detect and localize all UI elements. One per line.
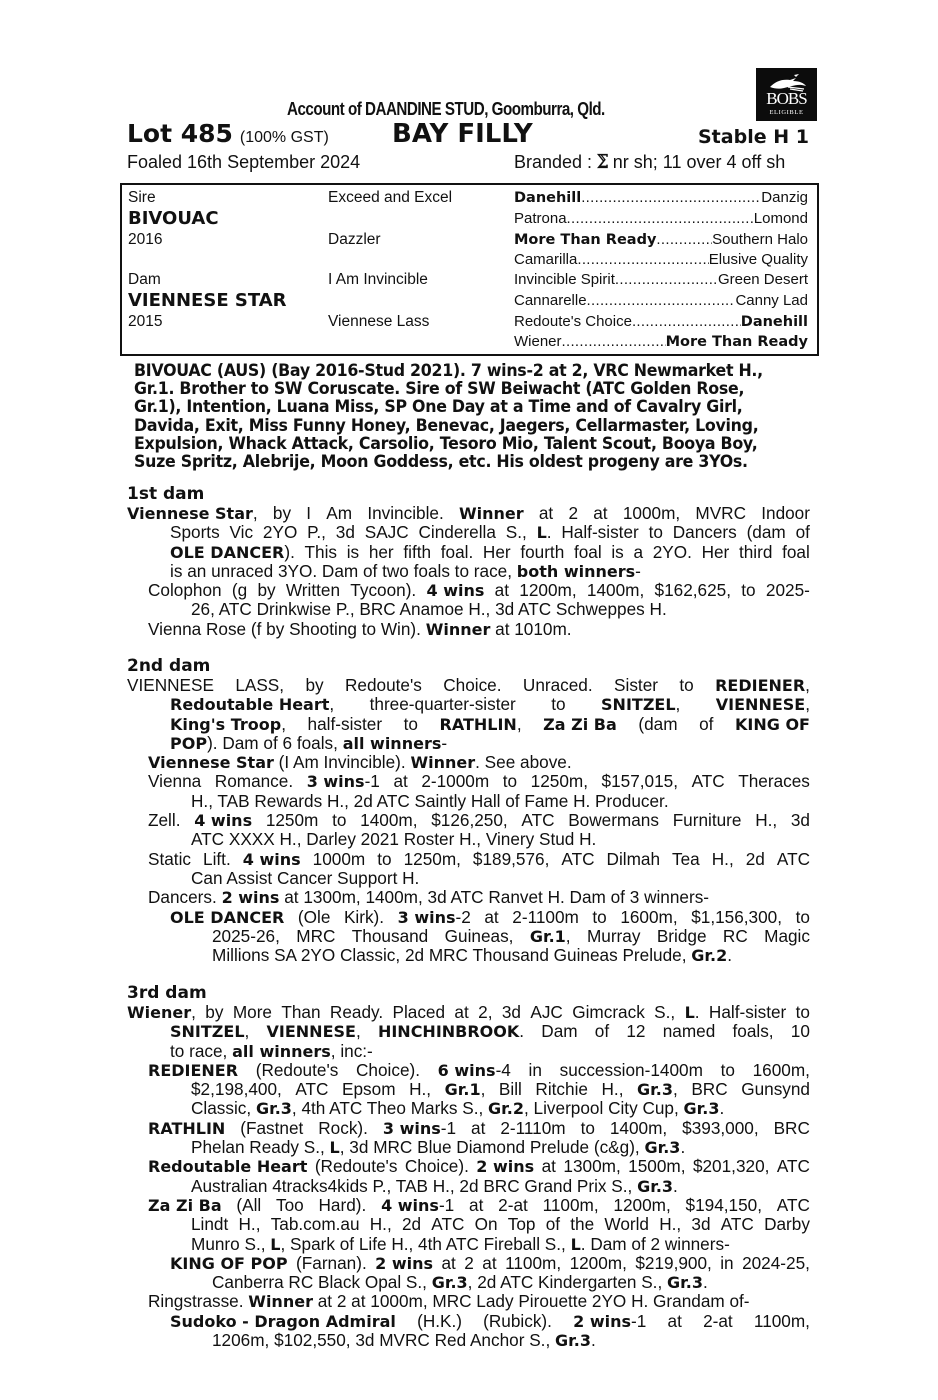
text-line <box>127 1196 810 1215</box>
bold-name: POP <box>170 733 208 753</box>
dam-name: VIENNESE STAR <box>128 290 287 311</box>
bobs-eligible-logo <box>756 68 817 121</box>
sire-summary-line: Gr.1. Brother to SW Coruscate. Sire of SW Beiwacht (ATC Golden Rose, <box>134 379 745 400</box>
sire-summary-line: BIVOUAC (AUS) (Bay 2016-Stud 2021). 7 wins-2 at 2, VRC Newmarket H., <box>134 361 763 381</box>
text-line <box>127 1061 810 1080</box>
grandparent-row <box>514 188 808 208</box>
bold-name: Wiener <box>127 1003 192 1022</box>
bold-name: Gr.3 <box>683 1099 720 1119</box>
bold-name: Sudoko - Dragon Admiral <box>170 1311 396 1331</box>
vendor-account: Account of DAANDINE STUD, Goomburra, Qld. <box>287 98 605 119</box>
bold-name: 4 wins <box>426 581 485 601</box>
line-text: Sports Vic 2YO P., 3d SAJC Cinderella S., L. Half-sister to Dancers (dam of <box>170 522 810 543</box>
text-line <box>127 504 810 523</box>
leader-dots <box>656 230 712 250</box>
text-line <box>127 772 810 791</box>
sire-name: BIVOUAC <box>128 208 219 229</box>
line-text: Ringstrasse. Winner at 2 at 1000m, MRC Lady Pirouette 2YO H. Grandam of- <box>148 1291 750 1312</box>
pedigree-table <box>120 183 819 356</box>
text-line <box>127 792 810 811</box>
branded-prefix: Branded : <box>514 152 598 172</box>
sire-summary-line: Davida, Exit, Miss Funny Honey, Benevac, Jaegers, Cellarmaster, Loving, <box>134 415 759 436</box>
line-text: Can Assist Cancer Support H. <box>191 867 420 888</box>
grandparent-name: Danehill <box>514 190 582 206</box>
leader-dots <box>587 291 736 311</box>
line-text: RATHLIN (Fastnet Rock). 3 wins-1 at 2-1110m to 1400m, $393,000, BRC <box>148 1117 810 1138</box>
grandparent-name: Redoute's Choice <box>514 313 632 330</box>
bold-name: Gr.1 <box>529 926 566 946</box>
line-text: SNITZEL, VIENNESE, HINCHINBROOK. Dam of 12 named foals, 10 <box>170 1021 810 1042</box>
line-text: Australian 4tracks4kids P., TAB H., 2d BRC Grand Prix S., Gr.3. <box>191 1175 678 1196</box>
bold-name: REDIENER <box>148 1060 239 1080</box>
bold-name: Viennese Star <box>148 753 274 773</box>
logo-text: BOBS <box>766 89 807 108</box>
dam-sire: I Am Invincible <box>328 271 428 288</box>
text-line <box>127 543 810 562</box>
logo-subtext: ELIGIBLE <box>769 109 804 116</box>
bold-name: HINCHINBROOK <box>377 1022 520 1042</box>
grandparent-row <box>514 230 808 250</box>
great-grandsire-name: Southern Halo <box>712 231 808 248</box>
text-line <box>127 850 810 869</box>
section-body <box>127 676 810 965</box>
dam-label: Dam <box>128 271 161 288</box>
bold-name: Redoutable Heart <box>170 695 330 715</box>
leader-dots <box>562 332 666 352</box>
line-text: Colophon (g by Written Tycoon). 4 wins at 1200m, 1400m, $162,625, to 2025- <box>148 580 810 601</box>
line-text: King's Troop, half-sister to RATHLIN, Za Zi Ba (dam of KING OF <box>170 713 810 734</box>
gst-note: (100% GST) <box>239 129 329 146</box>
grandparent-name: Patrona <box>514 210 567 227</box>
branded-suffix: nr sh; 11 over 4 off sh <box>607 152 786 172</box>
line-text: $2,198,400, ATC Epsom H., Gr.1, Bill Ritchie H., Gr.3, BRC Gunsynd <box>191 1079 810 1100</box>
bold-name: L <box>536 523 547 543</box>
sire-label: Sire <box>128 189 156 206</box>
text-line <box>127 715 810 734</box>
bold-name: Gr.3 <box>555 1331 591 1351</box>
sire-sire: Exceed and Excel <box>328 189 453 206</box>
line-text: KING OF POP (Farnan). 2 wins at 2 at 1100m, 1200m, $219,900, in 2024-25, <box>170 1252 810 1273</box>
line-text: Vienna Rose (f by Shooting to Win). Winner at 1010m. <box>148 618 572 639</box>
text-line <box>127 946 810 965</box>
line-text: Zell. 4 wins 1250m to 1400m, $126,250, ATC Bowermans Furniture H., 3d <box>148 810 810 831</box>
bold-name: RATHLIN <box>439 714 517 734</box>
leader-dots <box>581 188 761 208</box>
stable-location: Stable H 1 <box>698 126 809 148</box>
dam-dam: Viennese Lass <box>328 313 430 330</box>
text-line <box>127 1119 810 1138</box>
bold-name: Gr.3 <box>255 1099 292 1119</box>
text-line <box>127 581 810 600</box>
bold-name: 2 wins <box>476 1157 535 1177</box>
bold-name: RATHLIN <box>148 1118 226 1138</box>
great-grandsire-name: Canny Lad <box>735 292 808 309</box>
text-line <box>127 1022 810 1041</box>
great-grandsire-name: Green Desert <box>717 271 808 288</box>
text-line <box>127 1292 810 1311</box>
line-text: Classic, Gr.3, 4th ATC Theo Marks S., Gr.2, Liverpool City Cup, Gr.3. <box>191 1098 725 1119</box>
bold-name: KING OF POP <box>170 1253 288 1273</box>
bold-name: 2 wins <box>573 1311 632 1331</box>
line-text: to race, all winners, inc:- <box>170 1040 373 1061</box>
line-text: Phelan Ready S., L, 3d MRC Blue Diamond Prelude (c&g), Gr.3. <box>191 1137 686 1158</box>
section-heading: 1st dam <box>127 484 205 504</box>
text-line <box>127 1138 810 1157</box>
great-grandsire-name: Elusive Quality <box>708 251 808 268</box>
text-line <box>127 1254 810 1273</box>
bold-name: both winners <box>516 561 636 581</box>
text-line <box>127 753 810 772</box>
bold-name: SNITZEL <box>170 1022 245 1042</box>
bold-name: SNITZEL <box>601 695 676 715</box>
line-text: H., TAB Rewards H., 2d ATC Saintly Hall of Fame H. Producer. <box>191 790 669 811</box>
text-line <box>127 1331 810 1350</box>
bold-name: 2 wins <box>221 888 280 908</box>
line-text: is an unraced 3YO. Dam of two foals to race, both winners- <box>170 560 641 581</box>
bold-name: Winner <box>248 1292 313 1312</box>
text-line <box>127 1235 810 1254</box>
line-text: Millions SA 2YO Classic, 2d MRC Thousand Guineas Prelude, Gr.2. <box>212 945 732 966</box>
lot-title: BAY FILLY <box>392 119 533 149</box>
bold-name: REDIENER <box>715 676 806 695</box>
bold-name: L <box>270 1234 281 1254</box>
bold-name: Gr.3 <box>431 1273 468 1293</box>
bold-name: 3 wins <box>306 772 365 792</box>
text-line <box>127 1099 810 1118</box>
second-dam-section <box>127 656 810 965</box>
bold-name: 6 wins <box>437 1060 496 1080</box>
text-line <box>127 869 810 888</box>
bold-name: Gr.2 <box>488 1099 524 1119</box>
line-text: OLE DANCER (Ole Kirk). 3 wins-2 at 2-1100m to 1600m, $1,156,300, to <box>170 906 810 927</box>
third-dam-section <box>127 983 810 1350</box>
line-text: Canberra RC Black Opal S., Gr.3, 2d ATC Kindergarten S., Gr.3. <box>212 1272 708 1293</box>
bold-name: 3 wins <box>382 1118 441 1138</box>
line-text: VIENNESE LASS, by Redoute's Choice. Unraced. Sister to REDIENER, <box>127 675 810 695</box>
bold-name: OLE DANCER <box>170 542 285 562</box>
leader-dots <box>567 209 754 229</box>
bold-name: King's Troop <box>170 714 282 734</box>
bold-name: KING OF <box>735 714 810 734</box>
line-text: 1206m, $102,550, 3d MVRC Red Anchor S., Gr.3. <box>212 1330 596 1351</box>
line-text: 26, ATC Drinkwise P., BRC Anamoe H., 3d ATC Schweppes H. <box>191 599 667 620</box>
grandparent-name: Cannarelle <box>514 292 587 309</box>
grandparent-name: Invincible Spirit <box>514 271 615 288</box>
bold-name: Za Zi Ba <box>148 1195 222 1215</box>
section-heading: 3rd dam <box>127 983 207 1003</box>
line-text: Munro S., L, Spark of Life H., 4th ATC Fireball S., L. Dam of 2 winners- <box>191 1233 730 1254</box>
bold-name: 4 wins <box>381 1195 439 1215</box>
bold-name: Viennese Star <box>127 504 253 523</box>
grandparent-name: Camarilla <box>514 251 578 268</box>
grandparent-name: More Than Ready <box>514 232 657 248</box>
text-line <box>127 1215 810 1234</box>
foaled-date: Foaled 16th September 2024 <box>127 152 361 172</box>
section-heading: 2nd dam <box>127 656 211 676</box>
text-line <box>127 676 810 695</box>
leader-dots <box>615 270 718 290</box>
text-line <box>127 1042 810 1061</box>
sire-summary-line: Suze Spritz, Alebrije, Moon Goddess, etc. His oldest progeny are 3YOs. <box>134 452 748 473</box>
line-text: Lindt H., Tab.com.au H., 2d ATC On Top of the World H., 3d ATC Darby <box>191 1214 810 1235</box>
great-grandsire-name: Danehill <box>740 314 808 330</box>
bold-name: all winners <box>342 733 442 753</box>
text-line <box>127 620 810 639</box>
line-text: REDIENER (Redoute's Choice). 6 wins-4 in succession-1400m to 1600m, <box>148 1059 810 1080</box>
great-grandsire-name: Lomond <box>753 210 808 227</box>
sire-summary <box>134 362 864 471</box>
bold-name: 2 wins <box>375 1253 434 1273</box>
text-line <box>127 1080 810 1099</box>
line-text: Dancers. 2 wins at 1300m, 1400m, 3d ATC Ranvet H. Dam of 3 winners- <box>148 887 710 908</box>
lot-number <box>127 119 329 149</box>
text-line <box>127 695 810 714</box>
bold-name: Gr.3 <box>644 1138 681 1158</box>
line-text: Static Lift. 4 wins 1000m to 1250m, $189,576, ATC Dilmah Tea H., 2d ATC <box>148 848 810 869</box>
bold-name: L <box>684 1003 695 1022</box>
bold-name: Winner <box>410 753 476 773</box>
text-line <box>127 600 810 619</box>
grandparent-name: Wiener <box>514 333 562 350</box>
sire-summary-line: Expulsion, Whack Attack, Carsolio, Tesoro Mio, Talent Scout, Booya Boy, <box>134 433 758 454</box>
sire-summary-line: Gr.1), Intention, Luana Miss, SP One Day at a Time and of Cavalry Girl, <box>134 397 743 418</box>
bold-name: Redoutable Heart <box>148 1157 308 1177</box>
line-text: Vienna Romance. 3 wins-1 at 2-1000m to 1250m, $157,015, ATC Theraces <box>148 771 810 792</box>
text-line <box>127 1003 810 1022</box>
bold-name: Gr.3 <box>637 1080 673 1100</box>
brand-description <box>514 152 785 173</box>
first-dam-section <box>127 484 810 639</box>
text-line <box>127 1312 810 1331</box>
bold-name: 3 wins <box>397 907 456 927</box>
grandparent-row <box>514 250 808 270</box>
section-body <box>127 504 810 639</box>
text-line <box>127 734 810 753</box>
lot-label: Lot 485 <box>127 119 233 148</box>
section-body <box>127 1003 810 1350</box>
brand-mark-icon: ⅀ <box>597 151 608 169</box>
bold-name: Gr.1 <box>444 1080 481 1100</box>
bold-name: Winner <box>425 619 491 639</box>
leader-dots <box>632 312 741 332</box>
bold-name: Winner <box>458 504 524 523</box>
grandparent-row <box>514 209 808 229</box>
line-text: Za Zi Ba (All Too Hard). 4 wins-1 at 2-at 1100m, 1200m, $194,150, ATC <box>148 1194 810 1215</box>
bold-name: Gr.2 <box>691 946 728 966</box>
text-line <box>127 523 810 542</box>
text-line <box>127 830 810 849</box>
line-text: OLE DANCER). This is her fifth foal. Her fourth foal is a 2YO. Her third foal <box>170 541 810 562</box>
text-line <box>127 908 810 927</box>
great-grandsire-name: Danzig <box>761 189 808 206</box>
text-line <box>127 927 810 946</box>
grandparent-row <box>514 291 808 311</box>
sire-dam: Dazzler <box>328 231 381 248</box>
text-line <box>127 1177 810 1196</box>
leader-dots <box>577 250 708 270</box>
bold-name: Za Zi Ba <box>543 714 617 734</box>
text-line <box>127 1273 810 1292</box>
bold-name: Gr.3 <box>637 1176 674 1196</box>
line-text: Viennese Star, by I Am Invincible. Winner at 2 at 1000m, MVRC Indoor <box>127 503 810 523</box>
bold-name: L <box>570 1234 581 1254</box>
bold-name: VIENNESE <box>715 695 806 715</box>
line-text: 2025-26, MRC Thousand Guineas, Gr.1, Murray Bridge RC Magic <box>212 925 810 946</box>
bold-name: all winners <box>232 1041 331 1061</box>
line-text: Viennese Star (I Am Invincible). Winner. See above. <box>148 752 572 773</box>
line-text: Redoutable Heart (Redoute's Choice). 2 wins at 1300m, 1500m, $201,320, ATC <box>148 1156 810 1177</box>
sire-year: 2016 <box>128 231 163 248</box>
line-text: Redoutable Heart, three-quarter-sister to SNITZEL, VIENNESE, <box>170 694 810 715</box>
text-line <box>127 562 810 581</box>
bold-name: OLE DANCER <box>170 907 285 927</box>
text-line <box>127 888 810 907</box>
dam-year: 2015 <box>128 313 163 330</box>
great-grandsire-name: More Than Ready <box>665 334 808 350</box>
grandparent-row <box>514 312 808 332</box>
text-line <box>127 1157 810 1176</box>
line-text: Wiener, by More Than Ready. Placed at 2, 3d AJC Gimcrack S., L. Half-sister to <box>127 1002 810 1022</box>
grandparent-row <box>514 270 808 290</box>
line-text: POP). Dam of 6 foals, all winners- <box>170 732 448 753</box>
line-text: Sudoko - Dragon Admiral (H.K.) (Rubick). 2 wins-1 at 2-at 1100m, <box>170 1310 810 1331</box>
bold-name: 4 wins <box>194 811 253 831</box>
line-text: ATC XXXX H., Darley 2021 Roster H., Vinery Stud H. <box>191 829 597 850</box>
bold-name: L <box>329 1138 340 1158</box>
text-line <box>127 811 810 830</box>
bold-name: VIENNESE <box>266 1022 356 1042</box>
grandparent-row <box>514 332 808 352</box>
bold-name: 4 wins <box>242 849 301 869</box>
bold-name: Gr.3 <box>667 1273 703 1293</box>
